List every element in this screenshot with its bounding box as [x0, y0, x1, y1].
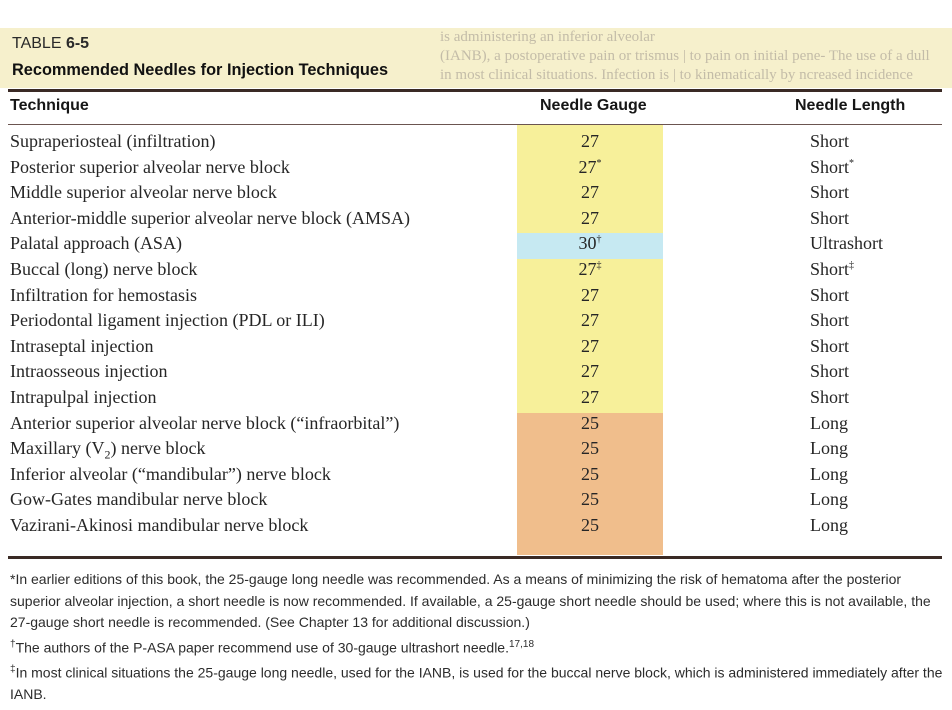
- gauge-value: 27: [581, 387, 599, 407]
- technique-text: Posterior superior alveolar nerve block: [10, 156, 290, 177]
- table-row: [10, 464, 942, 490]
- length-value: Long: [810, 438, 848, 459]
- column-header-length: Needle Length: [795, 97, 906, 114]
- gauge-cell: [517, 208, 663, 229]
- technique-cell: [10, 182, 277, 203]
- length-value: Short: [810, 207, 850, 228]
- length-cell: [810, 438, 848, 459]
- footnote-dagger-text: The authors of the P-ASA paper recommend use of 30-gauge ultrashort needle.: [15, 639, 509, 656]
- technique-text: Intrapulpal injection: [10, 387, 157, 407]
- length-value: Long: [810, 412, 848, 433]
- gauge-value: 25: [581, 463, 599, 484]
- gauge-value: 25: [581, 489, 599, 510]
- gauge-cell: [517, 182, 663, 203]
- double-dagger-mark: ‡: [10, 663, 16, 675]
- technique-cell: [10, 413, 399, 434]
- gauge-cell: [517, 515, 663, 536]
- gauge-cell: [517, 413, 663, 434]
- gauge-cell: [517, 387, 663, 408]
- technique-cell: [10, 361, 167, 382]
- technique-text: ) nerve block: [110, 438, 206, 459]
- technique-text: Vazirani-Akinosi mandibular nerve block: [10, 515, 309, 535]
- technique-text: Gow-Gates mandibular nerve block: [10, 489, 268, 510]
- top-rule: [8, 89, 942, 92]
- length-value: Short: [810, 131, 850, 151]
- bleed-line: in most clinical situations. Infection is | to kinematically by ncreased incidence: [440, 67, 913, 83]
- technique-text: Periodontal ligament injection (PDL or ILI): [10, 310, 325, 331]
- length-value: Short: [810, 182, 850, 203]
- gauge-footnote-mark: *: [596, 157, 602, 169]
- footnote-double-dagger: [10, 659, 944, 706]
- table-row: [10, 438, 942, 464]
- length-value: Short: [810, 259, 850, 279]
- technique-text: Buccal (long) nerve block: [10, 259, 198, 279]
- table-row: [10, 515, 942, 541]
- footnote-double-dagger-text: In most clinical situations the 25-gauge long needle, used for the IANB, is used for the buccal nerve block, which is administered immediately after the IANB.: [10, 664, 943, 702]
- footnote-reference: 17,18: [508, 638, 535, 650]
- technique-text: Supraperiosteal (infiltration): [10, 131, 216, 151]
- gauge-cell: [517, 259, 663, 280]
- gauge-value: 30: [578, 233, 597, 254]
- length-cell: [810, 413, 848, 434]
- gauge-cell: [517, 285, 663, 306]
- table-row: [10, 413, 942, 439]
- technique-cell: [10, 310, 325, 331]
- technique-cell: [10, 131, 215, 152]
- bleed-through-text: [440, 28, 952, 88]
- gauge-value: 27: [581, 335, 599, 356]
- gauge-cell: [517, 489, 663, 510]
- technique-text: Middle superior alveolar nerve block: [10, 182, 277, 203]
- gauge-value: 25: [581, 438, 599, 459]
- technique-cell: [10, 336, 153, 357]
- gauge-value: 27: [578, 156, 597, 177]
- gauge-cell: [517, 464, 663, 485]
- length-value: Long: [810, 489, 848, 510]
- bleed-line: is administering an inferior alveolar: [440, 29, 655, 45]
- header-rule: [8, 124, 942, 125]
- technique-text: Inferior alveolar (“mandibular”) nerve block: [10, 463, 331, 484]
- length-value: Short: [810, 361, 850, 382]
- technique-cell: [10, 438, 205, 463]
- gauge-value: 25: [581, 515, 599, 535]
- technique-cell: [10, 157, 290, 178]
- length-footnote-mark: ‡: [849, 260, 855, 271]
- gauge-cell: [517, 310, 663, 331]
- table-title: Recommended Needles for Injection Techniques: [12, 60, 389, 79]
- gauge-value: 27: [581, 361, 599, 382]
- column-header-technique: Technique: [10, 97, 89, 114]
- technique-text: Intraseptal injection: [10, 335, 154, 356]
- table-row: [10, 489, 942, 515]
- length-value: Short: [810, 156, 850, 177]
- length-cell: [810, 182, 849, 203]
- table-row: [10, 310, 942, 336]
- table-row: [10, 182, 942, 208]
- technique-text: Anterior-middle superior alveolar nerve block (AMSA): [10, 207, 411, 228]
- table-row: [10, 387, 942, 413]
- gauge-cell: [517, 438, 663, 459]
- table-label-prefix: TABLE: [12, 35, 66, 52]
- gauge-value: 25: [581, 412, 599, 433]
- table-row: [10, 157, 942, 183]
- table-row: [10, 361, 942, 387]
- length-cell: [810, 361, 849, 382]
- length-footnote-mark: *: [849, 157, 855, 169]
- length-cell: [810, 285, 849, 306]
- technique-text: Palatal approach (ASA): [10, 233, 182, 254]
- gauge-footnote-mark: ‡: [596, 260, 602, 271]
- length-cell: [810, 131, 849, 152]
- length-cell: [810, 336, 849, 357]
- bleed-line: (IANB), a postoperative pain or trismus | to pain on initial pene- The use of a dull: [440, 48, 930, 64]
- gauge-cell: [517, 233, 663, 254]
- length-value: Ultrashort: [810, 233, 883, 254]
- technique-text: Anterior superior alveolar nerve block (“infraorbital”): [10, 412, 400, 433]
- technique-cell: [10, 208, 410, 229]
- table-number: 6-5: [65, 35, 90, 52]
- gauge-value: 27: [581, 284, 599, 305]
- gauge-value: 27: [578, 259, 597, 279]
- technique-cell: [10, 464, 331, 485]
- gauge-cell: [517, 336, 663, 357]
- gauge-cell: [517, 157, 663, 178]
- length-cell: [810, 310, 849, 331]
- length-value: Long: [810, 515, 848, 535]
- table-row: [10, 285, 942, 311]
- gauge-value: 27: [581, 207, 599, 228]
- length-cell: [810, 259, 854, 280]
- length-value: Short: [810, 387, 850, 407]
- gauge-value: 27: [581, 131, 599, 151]
- technique-cell: [10, 285, 197, 306]
- technique-cell: [10, 259, 197, 280]
- bottom-rule: [8, 556, 942, 559]
- length-value: Short: [810, 310, 850, 331]
- gauge-value: 27: [581, 182, 599, 203]
- table-label: [12, 35, 89, 53]
- length-value: Long: [810, 463, 848, 484]
- gauge-cell: [517, 361, 663, 382]
- gauge-footnote-mark: †: [596, 234, 602, 246]
- footnotes: [10, 569, 944, 705]
- dagger-mark: †: [10, 638, 16, 650]
- length-cell: [810, 515, 848, 536]
- technique-cell: [10, 515, 308, 536]
- table-row: [10, 259, 942, 285]
- length-cell: [810, 208, 849, 229]
- length-cell: [810, 489, 848, 510]
- footnote-star: *In earlier editions of this book, the 25-gauge long needle was recommended. As a means of minimizing the risk of hematoma after the posterior superior alveolar injection, a short needle is now recommended. If available, a 25-gauge short needle should be used; where this is not available, the 27-gauge short needle is recommended. (See Chapter 13 for additional discussion.): [10, 571, 931, 630]
- technique-text: Maxillary (V: [10, 438, 105, 459]
- gauge-cell: [517, 131, 663, 152]
- length-cell: [810, 157, 854, 178]
- column-header-gauge: Needle Gauge: [540, 97, 647, 114]
- table-row: [10, 131, 942, 157]
- footnote-dagger: [10, 634, 944, 659]
- length-value: Short: [810, 335, 850, 356]
- length-cell: [810, 464, 848, 485]
- length-cell: [810, 233, 883, 254]
- table-row: [10, 336, 942, 362]
- technique-text: Infiltration for hemostasis: [10, 284, 197, 305]
- length-value: Short: [810, 284, 850, 305]
- table-row: [10, 208, 942, 234]
- table-row: [10, 233, 942, 259]
- technique-cell: [10, 387, 156, 408]
- technique-text: Intraosseous injection: [10, 361, 168, 382]
- gauge-value: 27: [581, 310, 599, 331]
- subscript: 2: [104, 447, 111, 462]
- technique-cell: [10, 489, 267, 510]
- technique-cell: [10, 233, 182, 254]
- length-cell: [810, 387, 849, 408]
